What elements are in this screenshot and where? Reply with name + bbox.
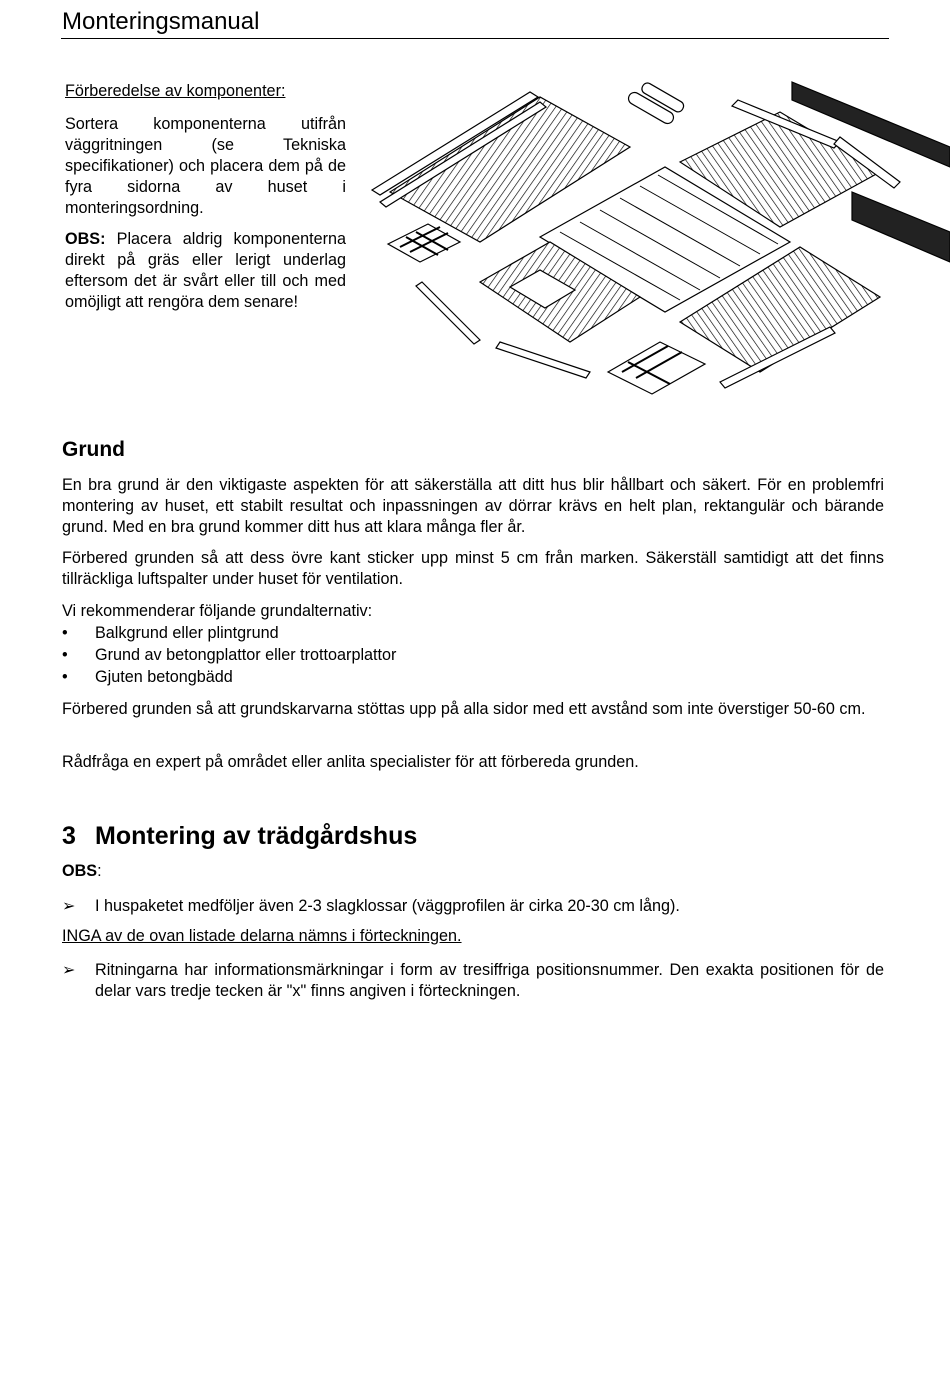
door-frame (608, 342, 705, 394)
parts-note: INGA av de ovan listade delarna nämns i förteckningen. (62, 927, 462, 945)
grund-paragraph-1: En bra grund är den viktigaste aspekten för att säkerställa att ditt hus blir hållbart och säkert. För en problemfri montering av huset, ett stabilt resultat och inpassningen av dörrar krävs en helt plan, rektangulär och bärande grund. Med en bra grund kommer ditt hus att klara många fler år. (62, 476, 884, 536)
arrow-bullet-icon: ➢ (62, 897, 76, 915)
section-3-heading (62, 822, 417, 851)
obs-text: Placera aldrig komponenterna direkt på gräs eller lerigt underlag eftersom det är svårt eller till och med omöjligt att rengöra dem senare! (65, 230, 346, 311)
bullet-icon: • (62, 668, 68, 686)
grund-paragraph-4: Förbered grunden så att grundskarvarna stöttas upp på alla sidor med ett avstånd som inte överstiger 50-60 cm. (62, 700, 866, 718)
grund-heading: Grund (62, 438, 125, 461)
exploded-components-illustration (360, 72, 950, 402)
beam-stack (852, 192, 950, 262)
loose-board (416, 282, 480, 344)
arrow-list-item-1: ➢ I huspaketet medföljer även 2-3 slagklossar (väggprofilen är cirka 20-30 cm lång). (62, 897, 680, 915)
prep-paragraph: Sortera komponenterna utifrån väggritningen (se Tekniska specifikationer) och placera dem på de fyra sidorna av huset i monteringsordning. (65, 115, 346, 217)
list-item: • Gjuten betongbädd (62, 668, 233, 686)
manual-title: Monteringsmanual (62, 8, 260, 35)
list-item: • Grund av betongplattor eller trottoarplattor (62, 646, 397, 664)
bullet-icon: • (62, 646, 68, 664)
obs-label: OBS: (65, 230, 106, 248)
section-title: Montering av trädgårdshus (95, 822, 418, 850)
arrow-bullet-icon: ➢ (62, 961, 76, 979)
arrow-list-item-2: ➢ Ritningarna har informationsmärkningar i form av tresiffriga positionsnummer. Den exakta positionen för de delar vars tredje tecken är "x" finns angiven i förteckningen. (62, 961, 884, 1000)
section-number: 3 (62, 822, 76, 850)
prep-obs-paragraph (65, 229, 346, 313)
bullet-icon: • (62, 624, 68, 642)
grund-paragraph-5: Rådfråga en expert på området eller anlita specialister för att förbereda grunden. (62, 753, 639, 771)
prep-heading: Förberedelse av komponenter: (65, 82, 286, 100)
list-item: • Balkgrund eller plintgrund (62, 624, 279, 642)
section-3-obs: OBS: (62, 862, 102, 880)
loose-board (496, 342, 590, 378)
foundation-options-list (62, 622, 396, 688)
window-frame-left (388, 224, 460, 262)
grund-paragraph-2: Förbered grunden så att dess övre kant sticker upp minst 5 cm från marken. Säkerställ samtidigt att det finns tillräckliga luftspalter under huset för ventilation. (62, 549, 884, 588)
grund-paragraph-3: Vi rekommenderar följande grundalternativ: (62, 602, 373, 620)
page-header (61, 6, 889, 39)
